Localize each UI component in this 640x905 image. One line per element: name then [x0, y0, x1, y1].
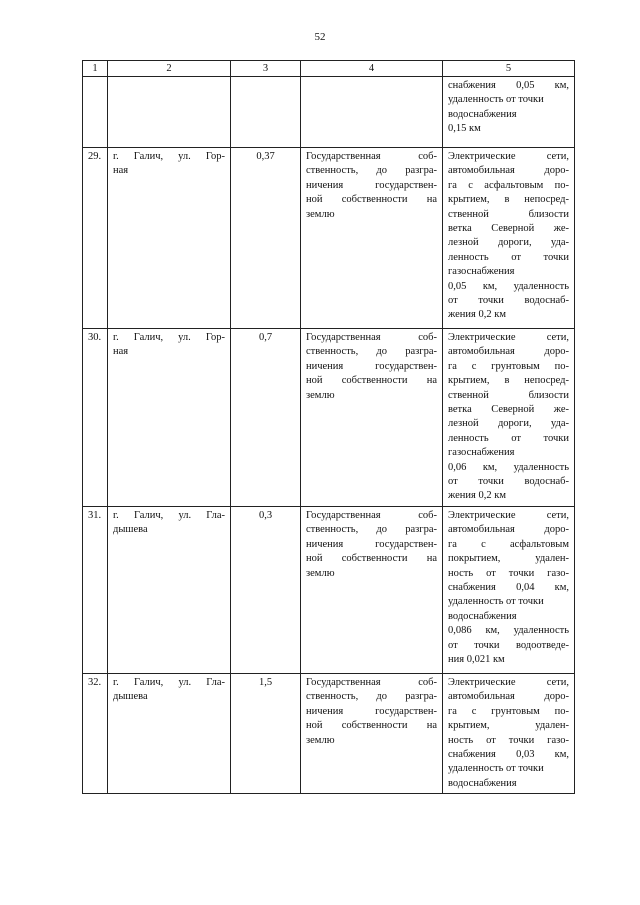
text-line — [448, 389, 569, 403]
cell-empty — [301, 77, 443, 148]
text-line — [306, 552, 437, 566]
word: в — [504, 194, 510, 206]
word: от — [511, 251, 521, 263]
word: га — [448, 360, 457, 372]
text-line — [306, 705, 437, 719]
text-line — [306, 719, 437, 733]
table-row — [83, 506, 575, 673]
word: же- — [553, 223, 569, 235]
text-line — [306, 164, 437, 178]
word: собственности — [341, 720, 408, 732]
word: Электрические — [448, 151, 516, 162]
word: 0,05 — [516, 80, 535, 91]
area-cell: 0,3 — [231, 506, 301, 673]
word: асфальтовым — [509, 538, 569, 550]
text-line — [113, 331, 225, 345]
word: удален- — [535, 720, 569, 732]
text-line — [306, 509, 437, 523]
word: ной — [306, 375, 323, 387]
word: сети, — [546, 509, 569, 521]
word: собственности — [341, 553, 408, 565]
text-line: ния 0,021 км — [448, 653, 505, 665]
word: ственность, — [306, 691, 359, 703]
word: от — [448, 639, 458, 651]
text-line — [448, 79, 569, 93]
word: грунтовым — [491, 705, 540, 717]
word: покрытием, — [448, 553, 501, 565]
word: Электрические — [448, 332, 516, 343]
text-line — [448, 150, 569, 164]
text-line — [448, 719, 569, 733]
text-line: газоснабжения — [448, 266, 515, 278]
word: разгра- — [405, 691, 437, 703]
word: крытием, — [448, 375, 490, 387]
text-line: землю — [306, 208, 335, 220]
word: автомобильная — [448, 691, 515, 703]
word: км, — [482, 280, 498, 292]
text-line: удаленность от точки — [448, 596, 544, 608]
text-line — [448, 552, 569, 566]
word: от — [448, 476, 458, 488]
word: 0,04 — [516, 581, 535, 593]
word: от — [511, 432, 521, 444]
word: соб- — [418, 332, 437, 343]
word: точки — [474, 639, 500, 651]
table-row — [83, 148, 575, 329]
word: Электрические — [448, 509, 516, 521]
text-line: дышева — [113, 691, 148, 703]
text-line — [306, 538, 437, 552]
word: водоснаб- — [524, 476, 569, 488]
word: точки — [478, 295, 504, 307]
word: непосред- — [524, 194, 569, 206]
row-number: 29. — [83, 148, 108, 329]
word: ленность — [448, 251, 489, 263]
area-cell: 0,37 — [231, 148, 301, 329]
column-header-1: 1 — [83, 61, 108, 77]
word: ственность, — [306, 165, 359, 177]
word: снабжения — [448, 748, 496, 760]
text-line — [306, 523, 437, 537]
word: водоотведе- — [515, 639, 569, 651]
column-header-3: 3 — [231, 61, 301, 77]
word: Гор- — [205, 151, 225, 162]
word: с — [471, 705, 477, 717]
text-line — [448, 403, 569, 417]
text-line — [306, 193, 437, 207]
text-line — [306, 360, 437, 374]
word: ной — [306, 720, 323, 732]
word: по- — [554, 360, 569, 372]
word: до — [376, 691, 388, 703]
word: с — [481, 538, 486, 550]
word: на — [426, 553, 437, 565]
text-line — [448, 179, 569, 193]
text-line — [448, 236, 569, 250]
word: государствен- — [375, 538, 437, 550]
word: дороги, — [497, 237, 532, 249]
word: Северной — [491, 223, 535, 235]
text-line — [306, 345, 437, 359]
word: соб- — [418, 676, 437, 688]
text-line — [448, 432, 569, 446]
word: собственности — [341, 194, 408, 206]
word: точки — [478, 476, 504, 488]
text-line — [448, 705, 569, 719]
text-line: водоснабжения — [448, 777, 517, 789]
text-line: дышева — [113, 524, 148, 536]
word: разгра- — [405, 165, 437, 177]
word: лезной — [448, 418, 479, 430]
word: ность — [448, 567, 474, 579]
word: от — [486, 567, 496, 579]
word: км, — [554, 748, 569, 760]
word: ул. — [178, 151, 191, 162]
text-line — [448, 461, 569, 475]
infrastructure-cell — [443, 148, 575, 329]
cell-empty — [108, 77, 231, 148]
text-line — [448, 676, 569, 690]
cell-empty — [83, 77, 108, 148]
word: на — [426, 720, 437, 732]
text-line — [448, 208, 569, 222]
word: г. — [113, 676, 119, 688]
text-line — [306, 179, 437, 193]
word: удаленность — [513, 625, 569, 637]
word: собственности — [341, 375, 408, 387]
word: крытием, — [448, 720, 490, 732]
word: га — [448, 705, 457, 717]
word: 0,05 — [448, 280, 467, 292]
word: 0,06 — [448, 461, 467, 473]
area-cell: 0,7 — [231, 329, 301, 507]
word: доро- — [544, 346, 569, 358]
word: удаленность — [513, 461, 569, 473]
word: км, — [482, 461, 498, 473]
word: водоснаб- — [524, 295, 569, 307]
word: ул. — [178, 332, 191, 343]
text-line — [448, 748, 569, 762]
word: до — [376, 165, 388, 177]
word: автомобильная — [448, 346, 515, 358]
text-line: ная — [113, 346, 129, 358]
word: сети, — [546, 332, 569, 343]
text-line — [306, 374, 437, 388]
word: лезной — [448, 237, 479, 249]
infrastructure-cell — [443, 673, 575, 793]
text-line — [113, 509, 225, 523]
word: км, — [554, 581, 569, 593]
row-number: 30. — [83, 329, 108, 507]
text-line: удаленность от точки — [448, 94, 544, 106]
page-number: 52 — [314, 31, 326, 43]
word: разгра- — [405, 346, 437, 358]
word: на — [426, 194, 437, 206]
text-line — [448, 222, 569, 236]
ownership-cell — [301, 148, 443, 329]
column-header-5: 5 — [443, 61, 575, 77]
word: Гор- — [205, 332, 225, 343]
word: доро- — [544, 691, 569, 703]
text-line — [306, 150, 437, 164]
word: ничения — [306, 179, 344, 191]
word: ветка — [448, 404, 472, 416]
text-line — [448, 193, 569, 207]
text-line — [448, 164, 569, 178]
word: удален- — [535, 553, 569, 565]
word: соб- — [418, 509, 437, 521]
word: точки — [508, 734, 535, 746]
word: г. — [113, 509, 119, 521]
text-line — [448, 331, 569, 345]
word: близости — [528, 389, 569, 401]
text-line — [306, 676, 437, 690]
word: Галич, — [133, 509, 164, 521]
word: от — [448, 295, 458, 307]
word: км, — [485, 625, 500, 637]
word: государствен- — [375, 179, 437, 191]
text-line: 0,15 км — [448, 123, 481, 135]
word: Электрические — [448, 676, 516, 688]
word: ственность, — [306, 346, 359, 358]
word: точки — [543, 251, 569, 263]
word: ственной — [448, 208, 489, 220]
word: г. — [113, 151, 119, 162]
row-number: 32. — [83, 673, 108, 793]
text-line — [448, 280, 569, 294]
word: соб- — [418, 151, 437, 162]
word: Гла- — [206, 509, 225, 521]
word: Северной — [491, 404, 535, 416]
word: с — [468, 179, 473, 191]
word: газо- — [547, 567, 569, 579]
word: от — [486, 734, 496, 746]
word: сети, — [546, 676, 569, 688]
word: Государственная — [306, 151, 381, 162]
word: ность — [448, 734, 474, 746]
text-line — [448, 581, 569, 595]
row-number: 31. — [83, 506, 108, 673]
word: снабжения — [448, 581, 496, 593]
location-cell — [108, 506, 231, 673]
text-line — [448, 360, 569, 374]
word: га — [448, 538, 457, 550]
word: км, — [554, 80, 569, 91]
ownership-cell — [301, 506, 443, 673]
text-line — [113, 150, 225, 164]
word: газо- — [547, 734, 569, 746]
word: точки — [508, 567, 535, 579]
word: дороги, — [497, 418, 532, 430]
word: га — [448, 179, 457, 191]
word: ветка — [448, 223, 472, 235]
word: крытием, — [448, 194, 490, 206]
text-line: водоснабжения — [448, 610, 517, 622]
text-line — [448, 417, 569, 431]
word: разгра- — [405, 524, 437, 536]
infrastructure-cell — [443, 506, 575, 673]
table-row — [83, 673, 575, 793]
ownership-cell — [301, 329, 443, 507]
word: ной — [306, 553, 323, 565]
location-cell — [108, 148, 231, 329]
word: автомобильная — [448, 165, 515, 177]
word: ул. — [178, 509, 192, 521]
word: удаленность — [513, 280, 569, 292]
word: сети, — [546, 151, 569, 162]
word: уда- — [550, 418, 569, 430]
area-cell: 1,5 — [231, 673, 301, 793]
column-header-2: 2 — [108, 61, 231, 77]
text-line: удаленность от точки — [448, 763, 544, 775]
table-row-continued — [83, 77, 575, 148]
word: по- — [554, 179, 569, 191]
word: 0,086 — [448, 625, 472, 637]
word: Галич, — [133, 151, 164, 162]
word: снабжения — [448, 80, 496, 91]
word: точки — [543, 432, 569, 444]
text-line: жения 0,2 км — [448, 490, 506, 502]
text-line: землю — [306, 389, 335, 401]
word: государствен- — [375, 705, 437, 717]
text-line — [306, 331, 437, 345]
word: уда- — [550, 237, 569, 249]
word: на — [426, 375, 437, 387]
word: Государственная — [306, 509, 381, 521]
word: Государственная — [306, 332, 381, 343]
word: ственной — [448, 389, 489, 401]
text-line — [448, 251, 569, 265]
text-line — [448, 538, 569, 552]
text-line — [448, 734, 569, 748]
word: Галич, — [133, 676, 164, 688]
text-line — [448, 345, 569, 359]
word: ничения — [306, 538, 344, 550]
text-line — [448, 509, 569, 523]
word: до — [376, 346, 388, 358]
text-line — [448, 624, 569, 638]
location-cell — [108, 329, 231, 507]
text-line — [448, 639, 569, 653]
text-line — [448, 523, 569, 537]
location-cell — [108, 673, 231, 793]
text-line: ная — [113, 165, 129, 177]
header-row — [83, 61, 575, 77]
word: непосред- — [524, 375, 569, 387]
cell-empty — [231, 77, 301, 148]
word: ничения — [306, 360, 344, 372]
text-line: водоснабжения — [448, 108, 517, 120]
word: Государственная — [306, 676, 381, 688]
infrastructure-cell — [443, 77, 575, 148]
word: г. — [113, 332, 119, 343]
word: доро- — [544, 524, 569, 536]
word: асфальтовым — [484, 179, 544, 191]
text-line — [448, 294, 569, 308]
infrastructure-cell — [443, 329, 575, 507]
word: до — [376, 524, 388, 536]
text-line: жения 0,2 км — [448, 309, 506, 321]
land-plots-table — [82, 60, 575, 794]
word: доро- — [544, 165, 569, 177]
word: ственность, — [306, 524, 359, 536]
text-line — [113, 676, 225, 690]
word: в — [504, 375, 510, 387]
text-line — [306, 690, 437, 704]
word: ул. — [178, 676, 192, 688]
word: Галич, — [133, 332, 164, 343]
word: с — [471, 360, 477, 372]
text-line: землю — [306, 734, 335, 746]
ownership-cell — [301, 673, 443, 793]
word: 0,03 — [516, 748, 535, 760]
word: Гла- — [206, 676, 225, 688]
text-line — [448, 475, 569, 489]
word: грунтовым — [491, 360, 540, 372]
word: автомобильная — [448, 524, 515, 536]
word: по- — [554, 705, 569, 717]
text-line — [448, 690, 569, 704]
word: ничения — [306, 705, 344, 717]
column-header-4: 4 — [301, 61, 443, 77]
text-line: землю — [306, 567, 335, 579]
table-row — [83, 329, 575, 507]
word: ной — [306, 194, 323, 206]
word: близости — [528, 208, 569, 220]
word: государствен- — [375, 360, 437, 372]
word: ленность — [448, 432, 489, 444]
word: же- — [553, 404, 569, 416]
text-line — [448, 374, 569, 388]
text-line: газоснабжения — [448, 447, 515, 459]
text-line — [448, 567, 569, 581]
